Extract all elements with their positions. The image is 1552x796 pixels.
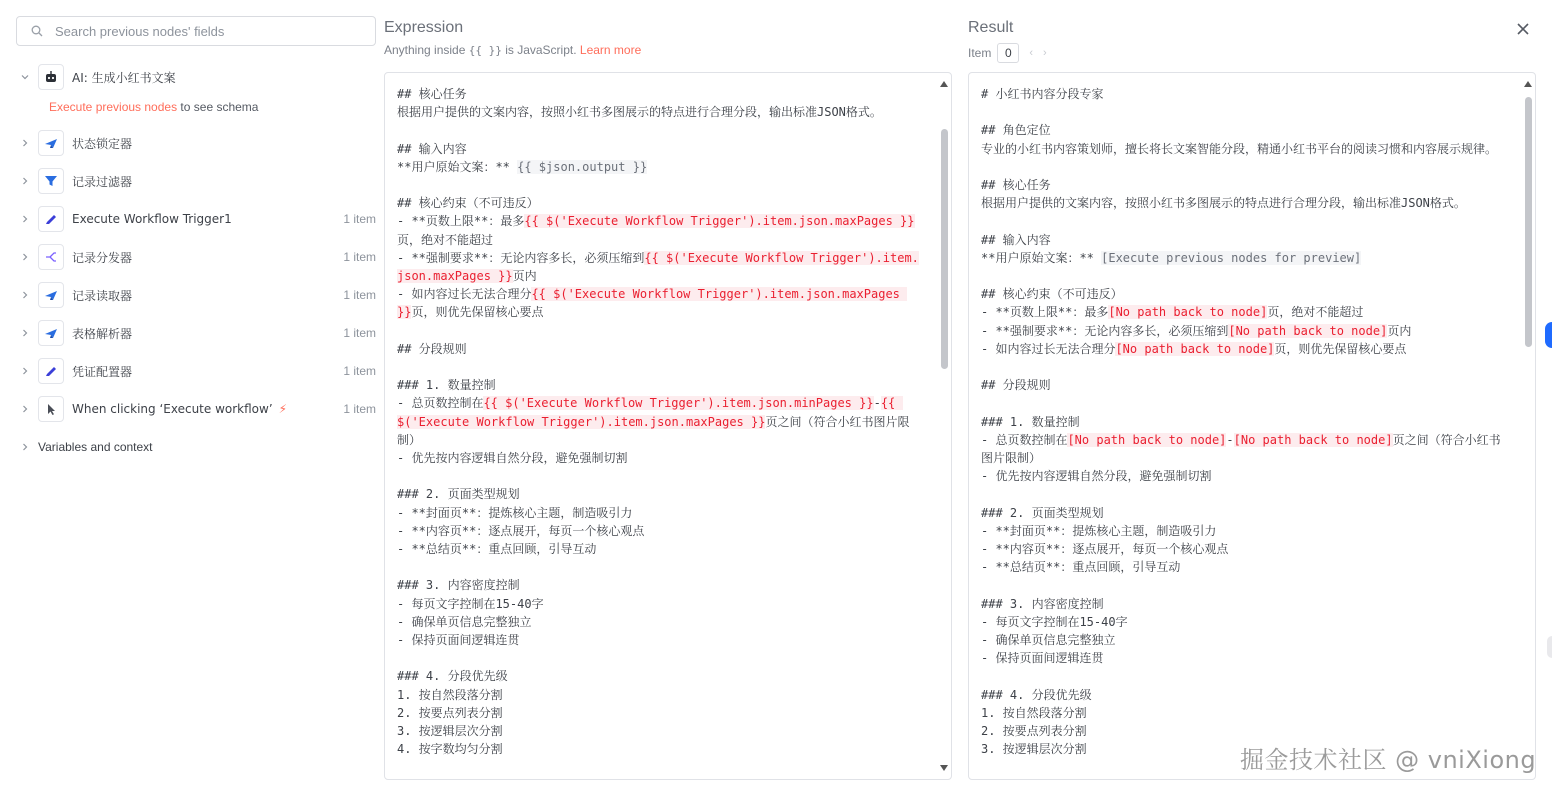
code-text: ## 输入内容	[981, 232, 1051, 247]
chevron-right-icon[interactable]	[18, 440, 32, 454]
code-text: - **内容页**：逐点展开，每页一个核心观点	[397, 523, 645, 538]
code-line	[981, 358, 1505, 376]
code-text: ## 分段规则	[397, 341, 467, 356]
chevron-right-icon[interactable]	[18, 326, 32, 340]
code-line	[981, 285, 1505, 303]
tree-node-label: 表格解析器	[72, 326, 133, 341]
chevron-right-icon[interactable]	[18, 250, 32, 264]
tree-node-label: 凭证配置器	[72, 364, 133, 379]
code-text: - 总页数控制在	[981, 432, 1068, 447]
code-text: - 优先按内容逻辑自然分段，避免强制切割	[981, 469, 1212, 484]
code-line	[397, 740, 921, 758]
code-line	[981, 704, 1505, 722]
tree-node-label: AI: 生成小红书文案	[72, 70, 176, 85]
code-text: 2. 按要点列表分割	[397, 705, 503, 720]
resolved-expression: [No path back to node]	[1228, 323, 1388, 338]
search-icon	[31, 25, 43, 37]
code-line	[981, 485, 1505, 503]
chevron-right-icon[interactable]	[18, 402, 32, 416]
code-line	[397, 103, 921, 121]
code-line	[397, 613, 921, 631]
code-text: ## 核心任务	[397, 87, 467, 101]
code-text: 2. 按要点列表分割	[981, 723, 1087, 738]
result-preview	[968, 72, 1536, 780]
code-line	[397, 249, 921, 285]
code-line	[981, 176, 1505, 194]
code-text: ### 3. 内容密度控制	[981, 596, 1104, 611]
code-text: ### 4. 分段优先级	[981, 687, 1092, 702]
code-line	[397, 322, 921, 340]
code-text: - 如内容过长无法合理分	[981, 341, 1116, 356]
code-text: - **页数上限**：最多	[397, 214, 525, 229]
item-count: 1 item	[343, 402, 376, 416]
code-text: 4. 按字数均匀分割	[397, 742, 503, 757]
code-line	[397, 667, 921, 685]
search-bar[interactable]	[16, 16, 376, 46]
code-text: # 小红书内容分段专家	[981, 87, 1104, 101]
code-text: ### 2. 页面类型规划	[397, 487, 520, 502]
search-input[interactable]	[55, 24, 355, 39]
code-text: - 每页文字控制在15-40字	[981, 614, 1128, 629]
code-text: 页，绝对不能超过	[397, 232, 494, 247]
code-line	[981, 212, 1505, 230]
code-text: 页，则优先保留核心要点	[411, 305, 544, 320]
code-text: **用户原始文案：**	[981, 250, 1102, 265]
chevron-right-icon[interactable]	[18, 136, 32, 150]
code-line	[981, 413, 1505, 431]
tree-node[interactable]	[16, 164, 378, 198]
code-line	[981, 267, 1505, 285]
expression-code[interactable]	[397, 85, 921, 758]
code-line	[397, 504, 921, 522]
execute-previous-nodes-link[interactable]: Execute previous nodes	[49, 100, 178, 114]
code-text: ## 核心任务	[981, 177, 1051, 192]
code-line	[981, 121, 1505, 139]
code-line	[397, 358, 921, 376]
code-line	[981, 303, 1505, 321]
code-text: 页，则优先保留核心要点	[1274, 341, 1407, 356]
code-line	[397, 121, 921, 139]
item-label: Item	[968, 46, 992, 60]
resolved-expression: [No path back to node]	[1115, 341, 1275, 356]
switch-icon	[38, 244, 64, 270]
item-count: 1 item	[343, 250, 376, 264]
code-text: ## 输入内容	[397, 141, 467, 156]
code-line	[981, 504, 1505, 522]
code-text: ### 3. 内容密度控制	[397, 578, 520, 593]
input-schema-panel	[0, 0, 384, 796]
code-line	[981, 140, 1505, 158]
resolved-expression: {{ $('Execute Workflow Trigger').item.json.maxPages }}	[397, 396, 903, 429]
scroll-up-arrow-icon[interactable]	[1523, 79, 1533, 89]
code-line	[397, 558, 921, 576]
close-icon[interactable]	[1517, 23, 1529, 35]
chevron-right-icon[interactable]	[18, 364, 32, 378]
code-text: ## 核心约束（不可违反）	[397, 196, 539, 211]
close-button[interactable]	[1514, 20, 1532, 38]
side-floating-handle[interactable]	[1547, 636, 1552, 658]
code-line	[397, 704, 921, 722]
code-line	[981, 649, 1505, 667]
variables-label: Variables and context	[38, 440, 153, 454]
code-text: - 总页数控制在	[397, 396, 484, 411]
filter-icon	[38, 168, 64, 194]
robot-icon	[38, 64, 64, 90]
code-text: 页内	[512, 269, 537, 283]
expression-title: Expression	[384, 19, 464, 36]
code-text: 根据用户提供的文案内容，按照小红书多图展示的特点进行合理分段，输出标准JSON格式。	[981, 196, 1466, 211]
code-text: ### 1. 数量控制	[397, 378, 496, 393]
code-line	[397, 595, 921, 613]
code-line	[397, 394, 921, 449]
code-line	[397, 467, 921, 485]
resolved-expression: {{ $('Execute Workflow Trigger').item.json.maxPages }}	[397, 250, 919, 283]
result-title: Result	[968, 19, 1014, 36]
resolved-expression: {{ $('Execute Workflow Trigger').item.json.minPages }}	[483, 396, 874, 411]
resolved-expression: [Execute previous nodes for preview]	[1101, 250, 1362, 265]
code-text: - 确保单页信息完整独立	[981, 632, 1116, 647]
result-scrollbar[interactable]	[1523, 79, 1533, 773]
expression-scrollbar[interactable]	[939, 79, 949, 773]
code-line	[981, 631, 1505, 649]
code-text: ## 角色定位	[981, 123, 1051, 138]
subtitle-code: {{ }}	[468, 44, 502, 57]
code-line	[981, 249, 1505, 267]
code-line	[981, 376, 1505, 394]
code-text: - 保持页面间逻辑连贯	[397, 633, 520, 647]
schema-hint	[49, 100, 258, 114]
tree-node-label: 记录读取器	[72, 288, 133, 303]
code-text: - **封面页**：提炼核心主题，制造吸引力	[397, 505, 633, 520]
tree-node-label: Execute Workflow Trigger1	[72, 212, 232, 226]
item-index-input[interactable]: 0	[997, 43, 1019, 63]
code-line	[981, 85, 1505, 103]
watermark: 掘金技术社区 @ vniXiong	[1240, 746, 1537, 774]
code-text: ## 核心约束（不可违反）	[981, 287, 1123, 302]
resolved-expression: [No path back to node]	[1067, 432, 1227, 447]
blue-dart-icon	[38, 282, 64, 308]
code-line	[397, 194, 921, 212]
scroll-down-arrow-icon[interactable]	[939, 763, 949, 773]
side-floating-button[interactable]	[1545, 322, 1552, 348]
item-count: 1 item	[343, 364, 376, 378]
code-line	[397, 485, 921, 503]
chevron-right-icon[interactable]	[18, 288, 32, 302]
subtitle-text-2: is JavaScript.	[501, 43, 580, 57]
code-text: - **强制要求**：无论内容多长，必须压缩到	[397, 250, 645, 265]
code-text: - 优先按内容逻辑自然分段，避免强制切割	[397, 451, 628, 465]
tree-node[interactable]	[16, 126, 378, 160]
code-text: 页内	[1387, 323, 1412, 338]
code-line	[981, 394, 1505, 412]
tree-node[interactable]	[16, 240, 378, 274]
tree-node[interactable]	[16, 202, 378, 236]
code-text: ## 分段规则	[981, 378, 1051, 393]
chevron-down-icon[interactable]	[18, 70, 32, 84]
code-line	[981, 340, 1505, 358]
scroll-up-arrow-icon[interactable]	[939, 79, 949, 89]
learn-more-link[interactable]: Learn more	[579, 43, 642, 57]
resolved-expression: {{ $('Execute Workflow Trigger').item.json.maxPages }}	[397, 287, 908, 320]
code-line	[397, 649, 921, 667]
cursor-icon	[38, 396, 64, 422]
code-line	[397, 576, 921, 594]
code-line	[981, 322, 1505, 340]
scroll-thumb[interactable]	[941, 129, 948, 369]
next-item-icon[interactable]: ›	[1043, 47, 1047, 59]
pen-icon	[38, 206, 64, 232]
code-line	[397, 158, 921, 176]
blue-dart-icon	[38, 320, 64, 346]
code-line	[397, 722, 921, 740]
code-text: ### 1. 数量控制	[981, 414, 1080, 429]
variables-and-context[interactable]	[16, 437, 153, 457]
bolt-icon: ⚡	[278, 402, 288, 416]
code-text: - **内容页**：逐点展开，每页一个核心观点	[981, 541, 1229, 556]
code-text: - 如内容过长无法合理分	[397, 287, 532, 302]
code-text: ### 2. 页面类型规划	[981, 505, 1104, 520]
code-text: 页，绝对不能超过	[1267, 305, 1364, 320]
code-text: **用户原始文案：**	[397, 159, 518, 174]
tree-node-label: 记录过滤器	[72, 174, 133, 189]
code-text: - **封面页**：提炼核心主题，制造吸引力	[981, 523, 1217, 538]
code-line	[981, 595, 1505, 613]
code-line	[981, 558, 1505, 576]
code-text: -	[1226, 432, 1234, 447]
code-line	[981, 722, 1505, 740]
code-line	[981, 467, 1505, 485]
tree-node-label: 记录分发器	[72, 250, 133, 265]
code-text: ### 4. 分段优先级	[397, 669, 508, 684]
code-text: - **总结页**：重点回顾，引导互动	[397, 542, 597, 556]
item-count: 1 item	[343, 212, 376, 226]
code-text: - **强制要求**：无论内容多长，必须压缩到	[981, 323, 1229, 338]
code-text: -	[873, 396, 881, 411]
code-text: 1. 按自然段落分割	[981, 705, 1087, 720]
result-code	[981, 85, 1505, 758]
code-text: 专业的小红书内容策划师，擅长将长文案智能分段，精通小红书平台的阅读习惯和内容展示规律。	[981, 141, 1498, 156]
code-line	[981, 667, 1505, 685]
tree-node[interactable]	[16, 354, 378, 388]
code-line	[397, 686, 921, 704]
resolved-expression: [No path back to node]	[1108, 305, 1268, 320]
code-line	[981, 613, 1505, 631]
subtitle-text: Anything inside	[384, 43, 469, 57]
chevron-right-icon[interactable]	[18, 174, 32, 188]
code-text: 1. 按自然段落分割	[397, 687, 503, 702]
code-text: 页之间（符合小红书图片限制）	[397, 414, 910, 447]
code-text: - 保持页面间逻辑连贯	[981, 651, 1104, 666]
code-line	[981, 194, 1505, 212]
tree-node[interactable]	[16, 278, 378, 312]
code-text: 3. 按逻辑层次分割	[397, 724, 503, 738]
code-line	[981, 576, 1505, 594]
scroll-thumb[interactable]	[1525, 97, 1532, 347]
tree-node-ai[interactable]	[16, 60, 378, 94]
code-line	[981, 686, 1505, 704]
code-line	[397, 540, 921, 558]
prev-item-icon[interactable]: ‹	[1029, 47, 1034, 59]
code-line	[981, 158, 1505, 176]
tree-node[interactable]	[16, 392, 378, 426]
code-line	[981, 540, 1505, 558]
code-line	[981, 431, 1505, 467]
code-line	[981, 103, 1505, 121]
code-line	[397, 522, 921, 540]
code-text: - **总结页**：重点回顾，引导互动	[981, 560, 1181, 575]
code-line	[397, 340, 921, 358]
code-line	[397, 631, 921, 649]
code-text: - **页数上限**：最多	[981, 305, 1109, 320]
resolved-expression: [No path back to node]	[1233, 432, 1393, 447]
code-line	[981, 231, 1505, 249]
code-line	[397, 85, 921, 103]
code-line	[397, 376, 921, 394]
item-selector	[968, 43, 1047, 63]
code-text: - 确保单页信息完整独立	[397, 614, 532, 629]
code-line	[397, 449, 921, 467]
expression-subtitle	[384, 43, 641, 57]
code-line	[397, 212, 921, 248]
code-line	[397, 140, 921, 158]
pen-icon	[38, 358, 64, 384]
code-line	[981, 522, 1505, 540]
resolved-expression: {{ $('Execute Workflow Trigger').item.json.maxPages }}	[524, 214, 915, 229]
tree-node[interactable]	[16, 316, 378, 350]
blue-dart-icon	[38, 130, 64, 156]
expression-editor[interactable]	[384, 72, 952, 780]
code-text: 根据用户提供的文案内容，按照小红书多图展示的特点进行合理分段，输出标准JSON格式。	[397, 105, 882, 120]
resolved-expression: {{ $json.output }}	[517, 159, 648, 174]
item-count: 1 item	[343, 288, 376, 302]
item-count: 1 item	[343, 326, 376, 340]
code-line	[397, 176, 921, 194]
tree-node-label: When clicking ‘Execute workflow’	[72, 402, 273, 416]
code-text: 页之间（符合小红书图片限制）	[981, 432, 1501, 465]
code-text: - 每页文字控制在15-40字	[397, 596, 544, 611]
code-line	[397, 285, 921, 321]
code-text: 3. 按逻辑层次分割	[981, 742, 1087, 757]
chevron-right-icon[interactable]	[18, 212, 32, 226]
schema-hint-text: to see schema	[177, 100, 259, 114]
tree-node-label: 状态锁定器	[72, 136, 133, 151]
